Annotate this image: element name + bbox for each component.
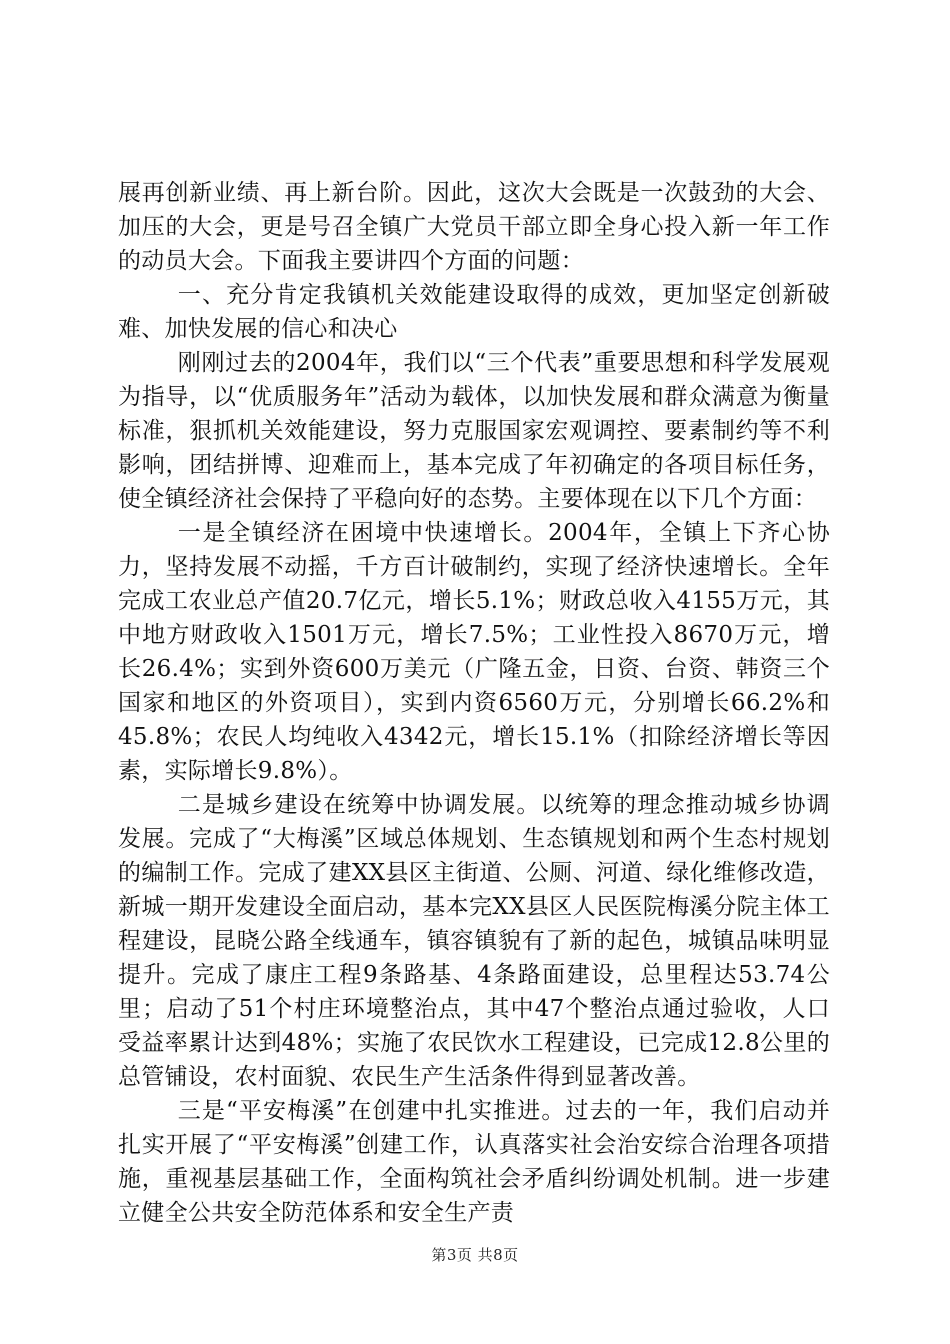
paragraph-2004-overview: 刚刚过去的2004年，我们以“三个代表”重要思想和科学发展观为指导，以“优质服务年”活动为载体，以加快发展和群众满意为衡量标准，狠抓机关效能建设，努力克服国家宏观调控、要素制约等不利影响，团结拼博、迎难而上，基本完成了年初确定的各项目标任务，使全镇经济社会保持了平稳向好的态势。主要体现在以下几个方面：	[118, 350, 830, 512]
paragraph-safety: 三是“平安梅溪”在创建中扎实推进。过去的一年，我们启动并扎实开展了“平安梅溪”创建工作，认真落实社会治安综合治理各项措施，重视基层基础工作，全面构筑社会矛盾纠纷调处机制。进一步建立健全公共安全防范体系和安全生产责	[118, 1098, 830, 1226]
page-number-footer: 第3页 共8页	[431, 1246, 519, 1264]
section-heading-1: 一、充分肯定我镇机关效能建设取得的成效，更加坚定创新破难、加快发展的信心和决心	[118, 282, 830, 342]
document-body	[118, 176, 830, 1230]
paragraph-economy: 一是全镇经济在困境中快速增长。2004年，全镇上下齐心协力，坚持发展不动摇，千方百计破制约，实现了经济快速增长。全年完成工农业总产值20.7亿元，增长5.1%；财政总收入4155万元，其中地方财政收入1501万元，增长7.5%；工业性投入8670万元，增长26.4%；实到外资600万美元（广隆五金，日资、台资、韩资三个国家和地区的外资项目），实到内资6560万元，分别增长66.2%和45.8%；农民人均纯收入4342元，增长15.1%（扣除经济增长等因素，实际增长9.8%）。	[118, 520, 830, 784]
paragraph-urban-rural: 二是城乡建设在统筹中协调发展。以统筹的理念推动城乡协调发展。完成了“大梅溪”区域总体规划、生态镇规划和两个生态村规划的编制工作。完成了建XX县区主街道、公厕、河道、绿化维修改造，新城一期开发建设全面启动，基本完XX县区人民医院梅溪分院主体工程建设，昆晓公路全线通车，镇容镇貌有了新的起色，城镇品味明显提升。完成了康庄工程9条路基、4条路面建设，总里程达53.74公里；启动了51个村庄环境整治点，其中47个整治点通过验收，人口受益率累计达到48%；实施了农民饮水工程建设，已完成12.8公里的总管铺设，农村面貌、农民生产生活条件得到显著改善。	[118, 792, 830, 1090]
paragraph-continuation: 展再创新业绩、再上新台阶。因此，这次大会既是一次鼓劲的大会、加压的大会，更是号召全镇广大党员干部立即全身心投入新一年工作的动员大会。下面我主要讲四个方面的问题：	[118, 180, 830, 274]
